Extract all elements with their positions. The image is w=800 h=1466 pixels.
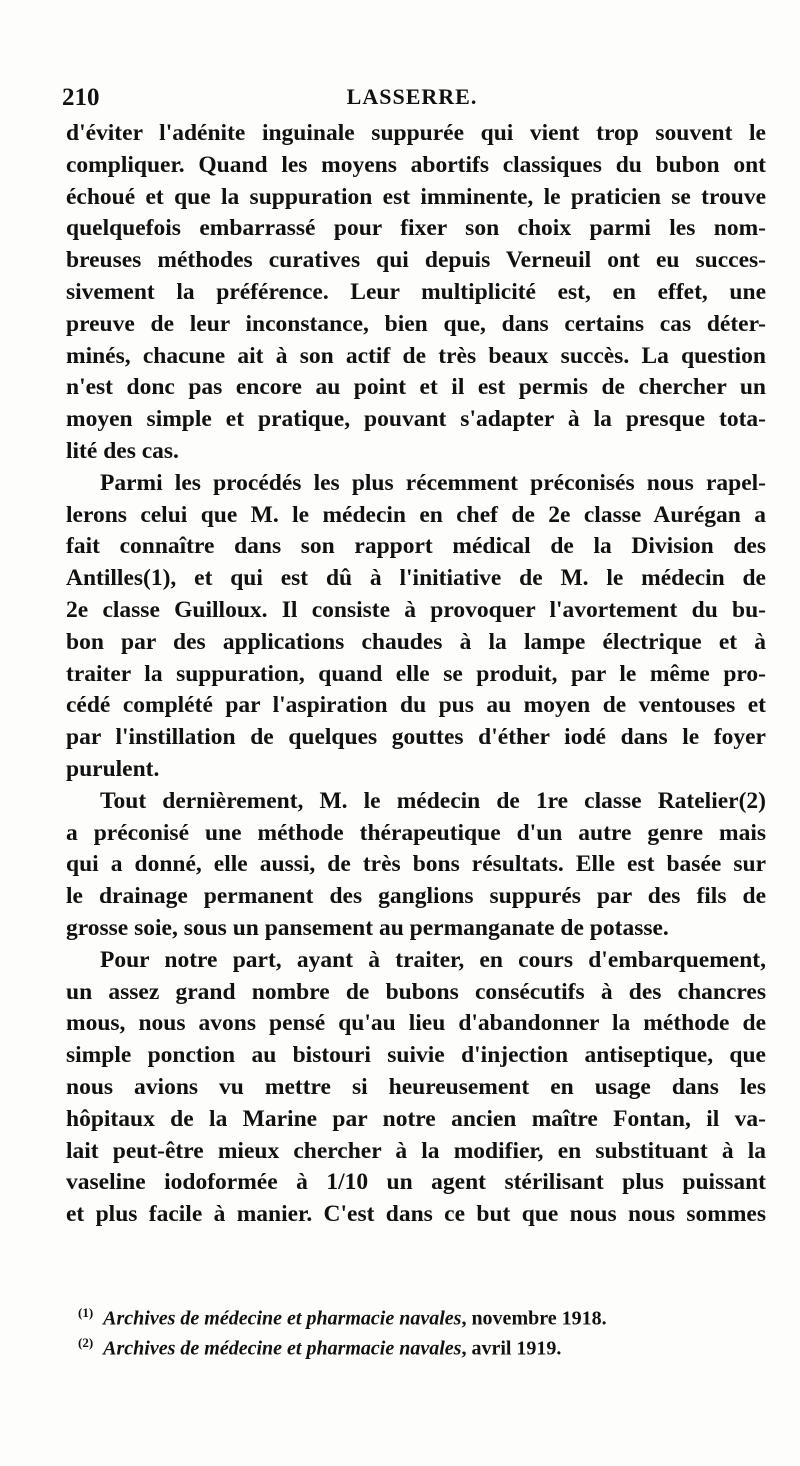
footnote-label: (1)	[78, 1305, 94, 1320]
text-line: un assez grand nombre de bubons consécutifs à des chancres	[66, 978, 766, 1005]
text-line: le drainage permanent des ganglions suppurés par des fils de	[66, 883, 766, 910]
text-line: vaseline iodoformée à 1/10 un agent stérilisant plus puissant	[66, 1169, 766, 1196]
text-line: compliquer. Quand les moyens abortifs classiques du bubon ont	[66, 151, 766, 178]
footnote-2	[78, 1328, 758, 1358]
text-line: simple ponction au bistouri suivie d'injection antiseptique, que	[66, 1042, 766, 1069]
text-line: échoué et que la suppuration est imminente, le praticien se trouve	[66, 183, 766, 210]
footnote-title: Archives de médecine et pharmacie navales	[103, 1307, 462, 1330]
text-line: fait connaître dans son rapport médical de la Division des	[66, 533, 766, 560]
text-line: nous avions vu mettre si heureusement en usage dans les	[66, 1073, 766, 1100]
text-line: mous, nous avons pensé qu'au lieu d'abandonner la méthode de	[66, 1010, 766, 1037]
page-header	[62, 84, 762, 118]
paragraph-start-line: Parmi les procédés les plus récemment préconisés nous rapel-	[100, 469, 766, 496]
text-line: n'est donc pas encore au point et il est permis de chercher un	[66, 374, 766, 401]
footnote-date: , avril 1919.	[461, 1337, 562, 1360]
body-text	[66, 118, 766, 1231]
text-line: a préconisé une méthode thérapeutique d'un autre genre mais	[66, 819, 766, 846]
text-line: sivement la préférence. Leur multiplicité est, en effet, une	[66, 278, 766, 305]
text-line: lait peut-être mieux chercher à la modifier, en substituant à la	[66, 1137, 766, 1164]
text-line: traiter la suppuration, quand elle se produit, par le même pro-	[66, 660, 766, 687]
text-line: bon par des applications chaudes à la lampe électrique et à	[66, 628, 766, 655]
text-line: 2e classe Guilloux. Il consiste à provoquer l'avortement du bu-	[66, 596, 766, 623]
text-line: breuses méthodes curatives qui depuis Verneuil ont eu succes-	[66, 247, 766, 274]
footnote-date: , novembre 1918.	[461, 1307, 607, 1330]
text-line: Antilles(1), et qui est dû à l'initiative de M. le médecin de	[66, 565, 766, 592]
text-line: hôpitaux de la Marine par notre ancien maître Fontan, il va-	[66, 1105, 766, 1132]
text-line: purulent.	[66, 755, 160, 782]
footnote-title: Archives de médecine et pharmacie navales	[103, 1337, 462, 1360]
text-line: qui a donné, elle aussi, de très bons résultats. Elle est basée sur	[66, 851, 766, 878]
text-line: d'éviter l'adénite inguinale suppurée qui vient trop souvent le	[66, 120, 766, 146]
text-line: grosse soie, sous un pansement au permanganate de potasse.	[66, 914, 669, 941]
text-line: minés, chacune ait à son actif de très beaux succès. La question	[66, 342, 766, 369]
text-line: lerons celui que M. le médecin en chef de 2e classe Aurégan a	[66, 501, 766, 528]
text-line: preuve de leur inconstance, bien que, dans certains cas déter-	[66, 310, 766, 337]
text-line: moyen simple et pratique, pouvant s'adapter à la presque tota-	[66, 406, 766, 433]
text-line: quelquefois embarrassé pour fixer son choix parmi les nom-	[66, 215, 766, 242]
footnote-label: (2)	[78, 1335, 94, 1350]
text-line: et plus facile à manier. C'est dans ce but que nous nous sommes	[66, 1201, 766, 1228]
paragraph-start-line: Pour notre part, ayant à traiter, en cours d'embarquement,	[100, 946, 766, 973]
page-number: 210	[62, 84, 100, 111]
text-line: lité des cas.	[66, 437, 179, 464]
text-line: cédé complété par l'aspiration du pus au moyen de ventouses et	[66, 692, 766, 719]
text-line: par l'instillation de quelques gouttes d'éther iodé dans le foyer	[66, 724, 766, 751]
running-head: LASSERRE.	[346, 84, 478, 109]
paragraph-start-line: Tout dernièrement, M. le médecin de 1re classe Ratelier(2)	[100, 787, 766, 814]
footnotes	[78, 1298, 758, 1358]
footnote-1	[78, 1298, 758, 1328]
